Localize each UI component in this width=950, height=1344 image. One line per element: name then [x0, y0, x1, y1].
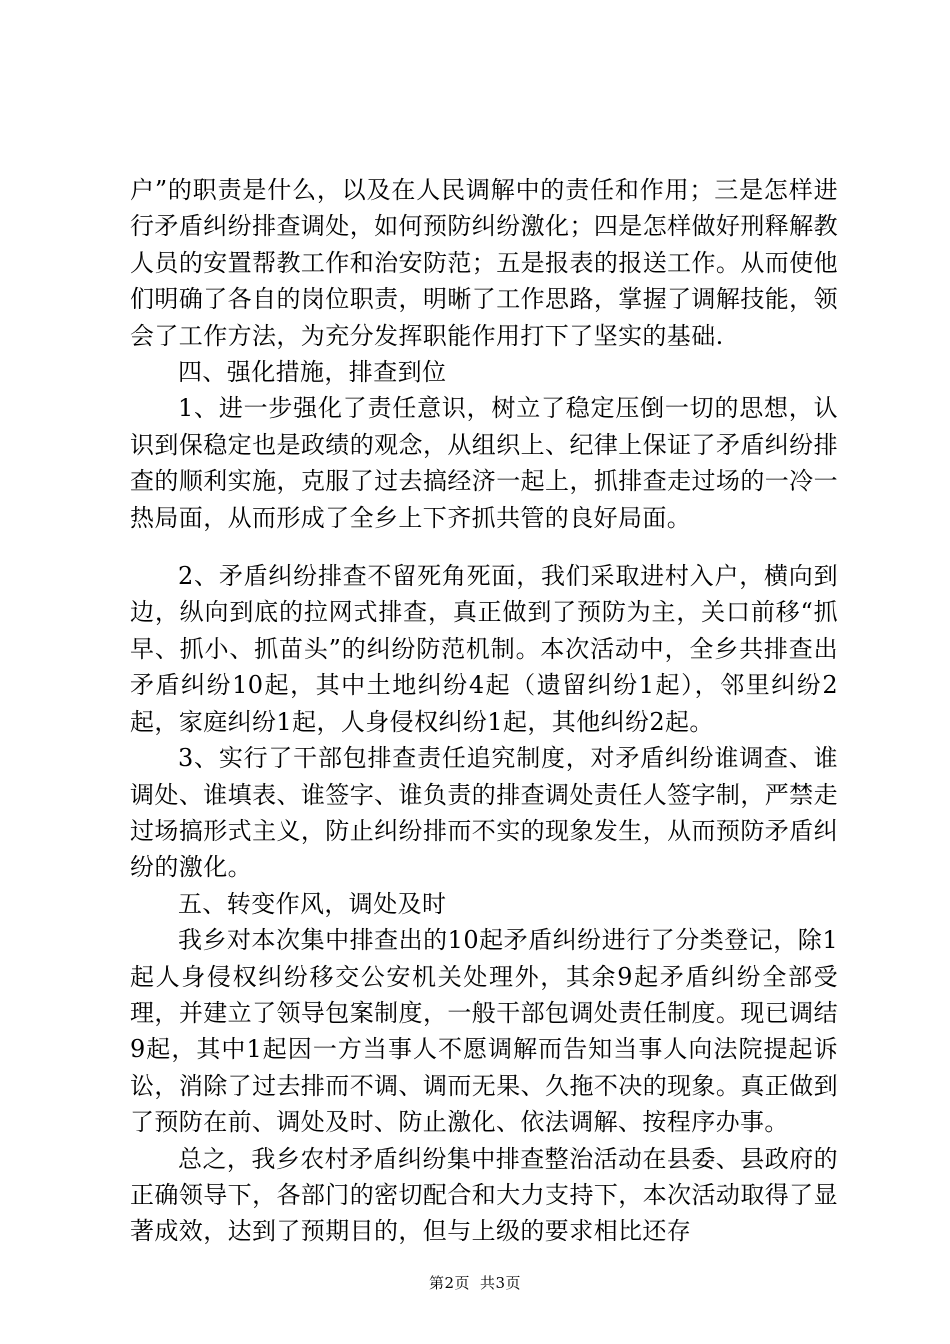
page-footer [0, 1272, 950, 1293]
paragraph-spacer [130, 536, 838, 558]
section-heading-4: 四、强化措施，排查到位 [178, 358, 447, 387]
paragraph-section-5: 我乡对本次集中排查出的10起矛盾纠纷进行了分类登记，除1起人身侵权纠纷移交公安机关处理外，其余9起矛盾纠纷全部受理，并建立了领导包案制度，一般干部包调处责任制度。现已调结9起，其中1起因一方当事人不愿调解而告知当事人向法院提起诉讼，消除了过去排而不调、调而无果、久拖不决的现象。真正做到了预防在前、调处及时、防止激化、依法调解、按程序办事。 [130, 926, 838, 1137]
paragraph-item-3: 3、实行了干部包排查责任追究制度，对矛盾纠纷谁调查、谁调处、谁填表、谁签字、谁负责的排查调处责任人签字制，严禁走过场搞形式主义，防止纠纷排而不实的现象发生，从而预防矛盾纠纷的激化。 [130, 744, 838, 882]
paragraph-continuation: 户”的职责是什么，以及在人民调解中的责任和作用；三是怎样进行矛盾纠纷排查调处，如何预防纠纷激化；四是怎样做好刑释解教人员的安置帮教工作和治安防范；五是报表的报送工作。从而使他们明确了各自的岗位职责，明晰了工作思路，掌握了调解技能，领会了工作方法，为充分发挥职能作用打下了坚实的基础. [130, 176, 838, 350]
section-heading-5: 五、转变作风，调处及时 [178, 889, 447, 918]
page-number-total: 共3页 [480, 1274, 522, 1292]
paragraph-item-1: 1、进一步强化了责任意识，树立了稳定压倒一切的思想，认识到保稳定也是政绩的观念，从组织上、纪律上保证了矛盾纠纷排查的顺利实施，克服了过去搞经济一起上，抓排查走过场的一冷一热局面，从而形成了全乡上下齐抓共管的良好局面。 [130, 394, 838, 532]
paragraph-summary: 总之，我乡农村矛盾纠纷集中排查整治活动在县委、县政府的正确领导下，各部门的密切配合和大力支持下，本次活动取得了显著成效，达到了预期目的，但与上级的要求相比还存 [130, 1144, 838, 1246]
page-number-current: 第2页 [428, 1274, 470, 1292]
document-body [130, 172, 838, 1250]
paragraph-item-2: 2、矛盾纠纷排查不留死角死面，我们采取进村入户，横向到边，纵向到底的拉网式排查，真正做到了预防为主，关口前移“抓早、抓小、抓苗头”的纠纷防范机制。本次活动中，全乡共排查出矛盾纠纷10起，其中土地纠纷4起（遗留纠纷1起），邻里纠纷2起，家庭纠纷1起，人身侵权纠纷1起，其他纠纷2起。 [130, 562, 838, 736]
